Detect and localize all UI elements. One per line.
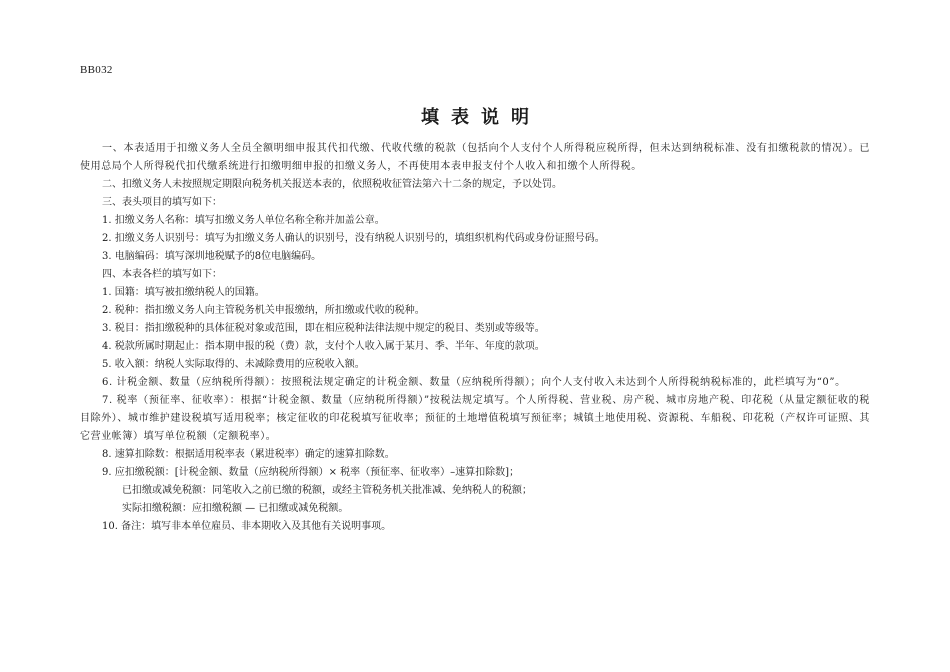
list-item: 7. 税率（预征率、征收率）：根据“计税金额、数量（应纳税所得额）”按税法规定填写。个人所得税、营业税、房产税、城市房地产税、印花税（从量定额征收的税目除外）、城市维护建设税填写适用税率；核定征收的印花税填写征收率；预征的土地增值税填写预征率；城镇土地使用税、资源税、车船税、印花税（产权许可证照、其它营业帐簿）填写单位税额（定额税率）。 [80, 395, 870, 442]
paragraph-penalty: 二、扣缴义务人未按照规定期限向税务机关报送本表的，依照税收征管法第六十二条的规定，予以处罚。 [102, 179, 562, 190]
list-item: 6. 计税金额、数量（应纳税所得额）：按照税法规定确定的计税金额、数量（应纳税所得额）；向个人支付收入未达到个人所得税纳税标准的，此栏填写为“0”。 [102, 377, 846, 388]
list-item: 3. 电脑编码：填写深圳地税赋予的8位电脑编码。 [102, 251, 322, 262]
list-item: 10. 备注：填写非本单位雇员、非本期收入及其他有关说明事项。 [102, 521, 392, 532]
list-item: 5. 收入额：纳税人实际取得的、未减除费用的应税收入额。 [102, 359, 365, 370]
paragraph-scope: 一、本表适用于扣缴义务人全员全额明细申报其代扣代缴、代收代缴的税款（包括向个人支付个人所得税应税所得，但未达到纳税标准、没有扣缴税款的情况）。已使用总局个人所得税代扣代缴系统进行扣缴明细申报的扣缴义务人，不再使用本表申报支付个人收入和扣缴个人所得税。 [80, 143, 870, 172]
page-title: 填表说明 [421, 107, 541, 128]
form-code: BB032 [80, 64, 113, 76]
list-item: 3. 税目：指扣缴税种的具体征税对象或范围，即在相应税种法律法规中规定的税目、类别或等级等。 [102, 323, 545, 334]
list-item: 实际扣缴税额：应扣缴税额 — 已扣缴或减免税额。 [122, 503, 349, 514]
section-header-items: 三、表头项目的填写如下： [102, 197, 222, 208]
instructions-body [80, 140, 870, 536]
list-item: 9. 应扣缴税额：[计税金额、数量（应纳税所得额）× 税率（预征率、征收率）–速算扣除数]； [102, 467, 520, 478]
list-item: 4. 税款所属时期起止：指本期申报的税（费）款，支付个人收入属于某月、季、半年、年度的款项。 [102, 341, 545, 352]
section-header-columns: 四、本表各栏的填写如下： [102, 269, 222, 280]
list-item: 1. 国籍：填写被扣缴纳税人的国籍。 [102, 287, 265, 298]
list-item: 8. 速算扣除数：根据适用税率表（累进税率）确定的速算扣除数。 [102, 449, 395, 460]
list-item: 2. 扣缴义务人识别号：填写为扣缴义务人确认的识别号，没有纳税人识别号的，填组织机构代码或身份证照号码。 [102, 233, 605, 244]
list-item: 2. 税种：指扣缴义务人向主管税务机关申报缴纳，所扣缴或代收的税种。 [102, 305, 425, 316]
list-item: 1. 扣缴义务人名称：填写扣缴义务人单位名称全称并加盖公章。 [102, 215, 385, 226]
list-item: 已扣缴或减免税额：同笔收入之前已缴的税额，或经主管税务机关批准减、免纳税人的税额； [122, 485, 532, 496]
